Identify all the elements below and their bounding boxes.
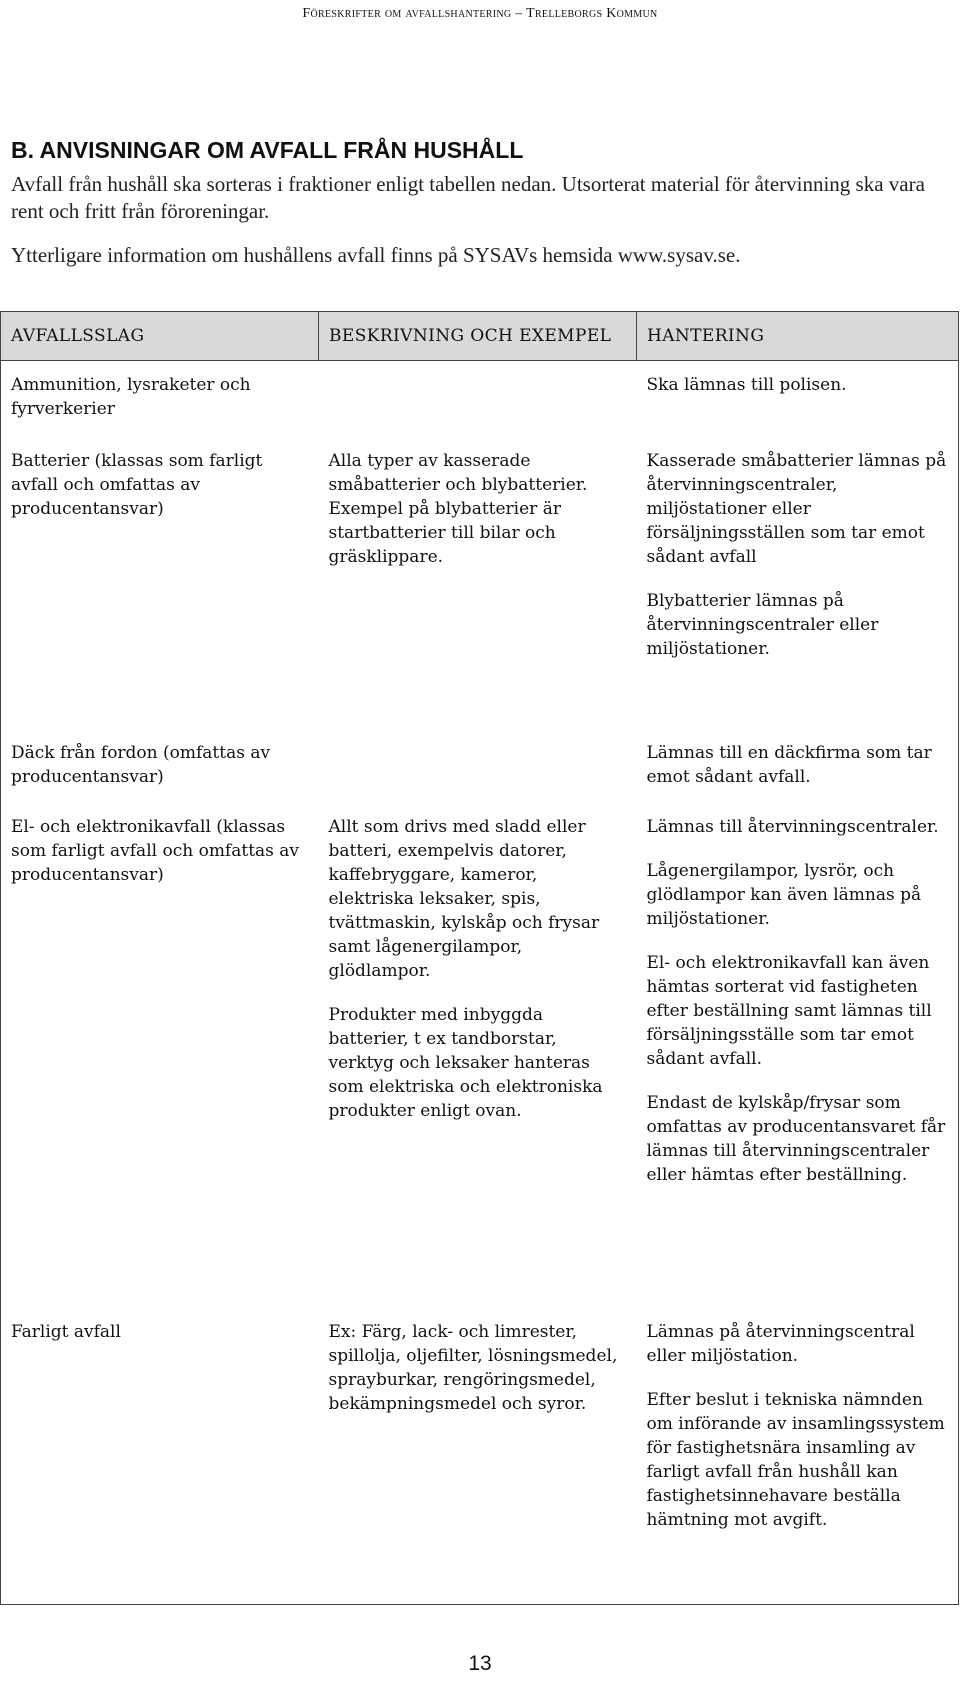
table-row <box>1 441 959 733</box>
cell-handling-paragraph: Efter beslut i tekniska nämnden om införande av insamlingssystem för fastighetsnära insamling av farligt avfall från hushåll kan fastighetsinnehavare beställa hämtning mot avgift. <box>646 1389 945 1530</box>
cell-waste-type-paragraph: Ammunition, lysraketer och fyrverkerier <box>11 375 251 419</box>
cell-waste-type <box>1 441 319 733</box>
cell-waste-type-paragraph: Farligt avfall <box>11 1321 121 1342</box>
cell-waste-type <box>1 1312 319 1605</box>
cell-waste-type-paragraph: Däck från fordon (omfattas av producentansvar) <box>11 742 271 787</box>
cell-handling-paragraph: Lämnas till en däckfirma som tar emot sådant avfall. <box>646 742 932 787</box>
intro-paragraph: Avfall från hushåll ska sorteras i fraktioner enligt tabellen nedan. Utsorterat material för återvinning ska vara rent och fritt från föroreningar. <box>11 172 925 223</box>
column-header-waste-type: AVFALLSSLAG <box>1 312 319 361</box>
cell-description-paragraph: Produkter med inbyggda batterier, t ex tandborstar, verktyg och leksaker hanteras som elektriska och elektroniska produkter enligt ovan. <box>328 1005 603 1122</box>
cell-handling-paragraph: Kasserade småbatterier lämnas på återvinningscentraler, miljöstationer eller försäljningsställen som tar emot sådant avfall <box>646 450 947 567</box>
cell-description-paragraph: Allt som drivs med sladd eller batteri, exempelvis datorer, kaffebryggare, kameror, elektriska leksaker, spis, tvättmaskin, kylskåp och frysar samt lågenergilampor, glödlampor. <box>328 817 600 982</box>
cell-description <box>319 733 637 807</box>
table-row <box>1 807 959 1312</box>
table-header-row <box>1 312 959 361</box>
cell-handling <box>637 361 959 441</box>
running-header <box>0 0 960 22</box>
cell-handling <box>637 733 959 807</box>
cell-waste-type <box>1 807 319 1312</box>
more-info-paragraph: Ytterligare information om hushållens avfall finns på SYSAVs hemsida www.sysav.se. <box>11 243 741 267</box>
cell-description <box>319 361 637 441</box>
column-header-handling: HANTERING <box>637 312 959 361</box>
cell-handling-paragraph: Lämnas på återvinningscentral eller miljöstation. <box>646 1321 915 1366</box>
cell-handling-paragraph: Endast de kylskåp/frysar som omfattas av producentansvaret får lämnas till återvinningscentraler eller hämtas efter beställning. <box>646 1093 946 1186</box>
cell-handling <box>637 1312 959 1605</box>
cell-handling-paragraph: Ska lämnas till polisen. <box>646 375 847 395</box>
cell-waste-type <box>1 361 319 441</box>
cell-handling <box>637 441 959 733</box>
cell-handling-paragraph: El- och elektronikavfall kan även hämtas sorterat vid fastigheten efter beställning samt lämnas till försäljningsställe som tar emot sådant avfall. <box>646 953 932 1070</box>
cell-handling-paragraph: Lågenergilampor, lysrör, och glödlampor kan även lämnas på miljöstationer. <box>646 861 922 930</box>
table-body <box>1 361 959 1605</box>
running-header-title: Föreskrifter om avfallshantering – Trelleborgs Kommun <box>302 6 658 21</box>
table-row <box>1 1312 959 1605</box>
cell-waste-type-paragraph: El- och elektronikavfall (klassas som farligt avfall och omfattas av producentansvar) <box>11 817 300 886</box>
table-row <box>1 361 959 441</box>
section-intro <box>11 171 946 269</box>
page-number: 13 <box>468 1652 492 1675</box>
cell-handling <box>637 807 959 1312</box>
section-title: B. ANVISNINGAR OM AVFALL FRÅN HUSHÅLL <box>11 137 524 163</box>
cell-waste-type-paragraph: Batterier (klassas som farligt avfall och omfattas av producentansvar) <box>11 450 263 519</box>
cell-description-paragraph: Ex: Färg, lack- och limrester, spillolja, oljefilter, lösningsmedel, sprayburkar, rengöringsmedel, bekämpningsmedel och syror. <box>328 1321 618 1414</box>
waste-sorting-table <box>0 311 959 1605</box>
cell-handling-paragraph: Lämnas till återvinningscentraler. <box>646 817 939 838</box>
cell-handling-paragraph: Blybatterier lämnas på återvinningscentraler eller miljöstationer. <box>646 590 879 659</box>
cell-description <box>319 807 637 1312</box>
column-header-description: BESKRIVNING OCH EXEMPEL <box>319 312 637 361</box>
cell-waste-type <box>1 733 319 807</box>
cell-description <box>319 1312 637 1605</box>
table-row <box>1 733 959 807</box>
cell-description <box>319 441 637 733</box>
cell-description-paragraph: Alla typer av kasserade småbatterier och blybatterier. Exempel på blybatterier är startbatterier till bilar och gräsklippare. <box>328 450 588 567</box>
